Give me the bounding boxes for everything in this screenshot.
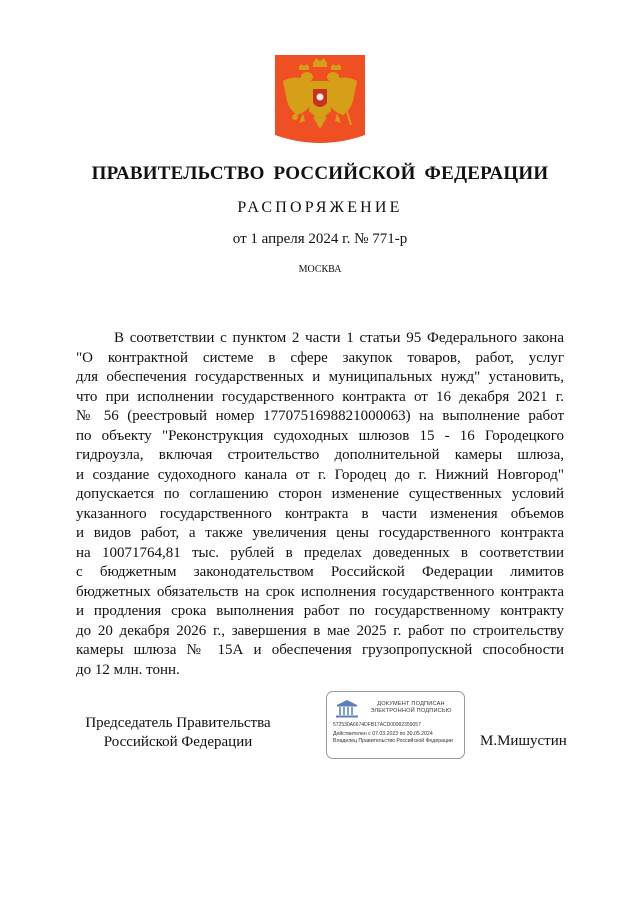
- body-line: до 20 декабря 2026 г., завершения в мае 2025 г. работ по строительству: [76, 622, 564, 639]
- signatory-position-line: Российской Федерации: [103, 734, 253, 750]
- government-title: ПРАВИТЕЛЬСТВО РОССИЙСКОЙ ФЕДЕРАЦИИ: [91, 163, 549, 184]
- stamp-title-line: ДОКУМЕНТ ПОДПИСАН: [377, 701, 445, 707]
- stamp-title: [363, 701, 459, 715]
- body-line: указанного государственного контракта в части изменения объемов: [76, 505, 564, 522]
- body-line: № 56 (реестровый номер 1770751698821000063) на выполнение работ: [76, 408, 564, 424]
- document-date-number: от 1 апреля 2024 г. № 771-р: [232, 231, 408, 247]
- body-line: бюджетных обязательств на срок исполнения государственного контракта: [76, 583, 564, 600]
- body-line: допускается по соглашению сторон изменение существенных условий: [76, 486, 564, 502]
- body-line: и создание судоходного канала от г. Городец до г. Нижний Новгород": [76, 466, 564, 483]
- body-line: на 10071764,81 тыс. рублей в пределах доведенных в соответствии: [76, 544, 564, 561]
- signatory-name: М.Мишустин: [480, 733, 567, 749]
- government-building-icon: [335, 699, 359, 719]
- body-line: гидроузла, включая строительство дополнительной камеры шлюза,: [76, 447, 564, 463]
- electronic-signature-stamp: [326, 691, 465, 759]
- stamp-title-line: ЭЛЕКТРОННОЙ ПОДПИСЬЮ: [370, 708, 452, 714]
- emblem-icon: [275, 55, 365, 143]
- body-line: по объекту "Реконструкция судоходных шлюзов 15 - 16 Городецкого: [76, 427, 564, 444]
- body-line: камеры шлюза № 15А и обеспечения грузопропускной способности: [76, 642, 564, 658]
- body-line: что при исполнении государственного контракта от 16 декабря 2021 г.: [76, 388, 564, 405]
- order-body: [76, 329, 564, 680]
- stamp-owner: Владелец Правительство Российской Федерации: [333, 738, 453, 744]
- document-city: МОСКВА: [298, 264, 342, 275]
- stamp-certificate: 572530A6674DFB17ACD00992359057: [333, 722, 421, 728]
- signatory-position: [78, 714, 278, 752]
- body-line: с бюджетным законодательством Российской Федерации лимитов: [76, 564, 564, 580]
- body-line: до 12 млн. тонн.: [76, 661, 180, 678]
- body-line: "О контрактной системе в сфере закупок товаров, работ, услуг: [76, 349, 564, 366]
- stamp-validity: Действителен с 07.03.2023 по 30.05.2024: [333, 731, 433, 737]
- body-line: В соответствии с пунктом 2 части 1 статьи 95 Федерального закона: [114, 330, 564, 346]
- body-line: для обеспечения государственных и муниципальных нужд" установить,: [76, 369, 564, 385]
- body-line: и продления срока выполнения работ по государственному контракту: [76, 603, 564, 619]
- body-line: и видов работ, а также увеличения цены государственного контракта: [76, 525, 564, 541]
- signatory-position-line: Председатель Правительства: [85, 715, 271, 731]
- document-type: РАСПОРЯЖЕНИЕ: [237, 199, 403, 216]
